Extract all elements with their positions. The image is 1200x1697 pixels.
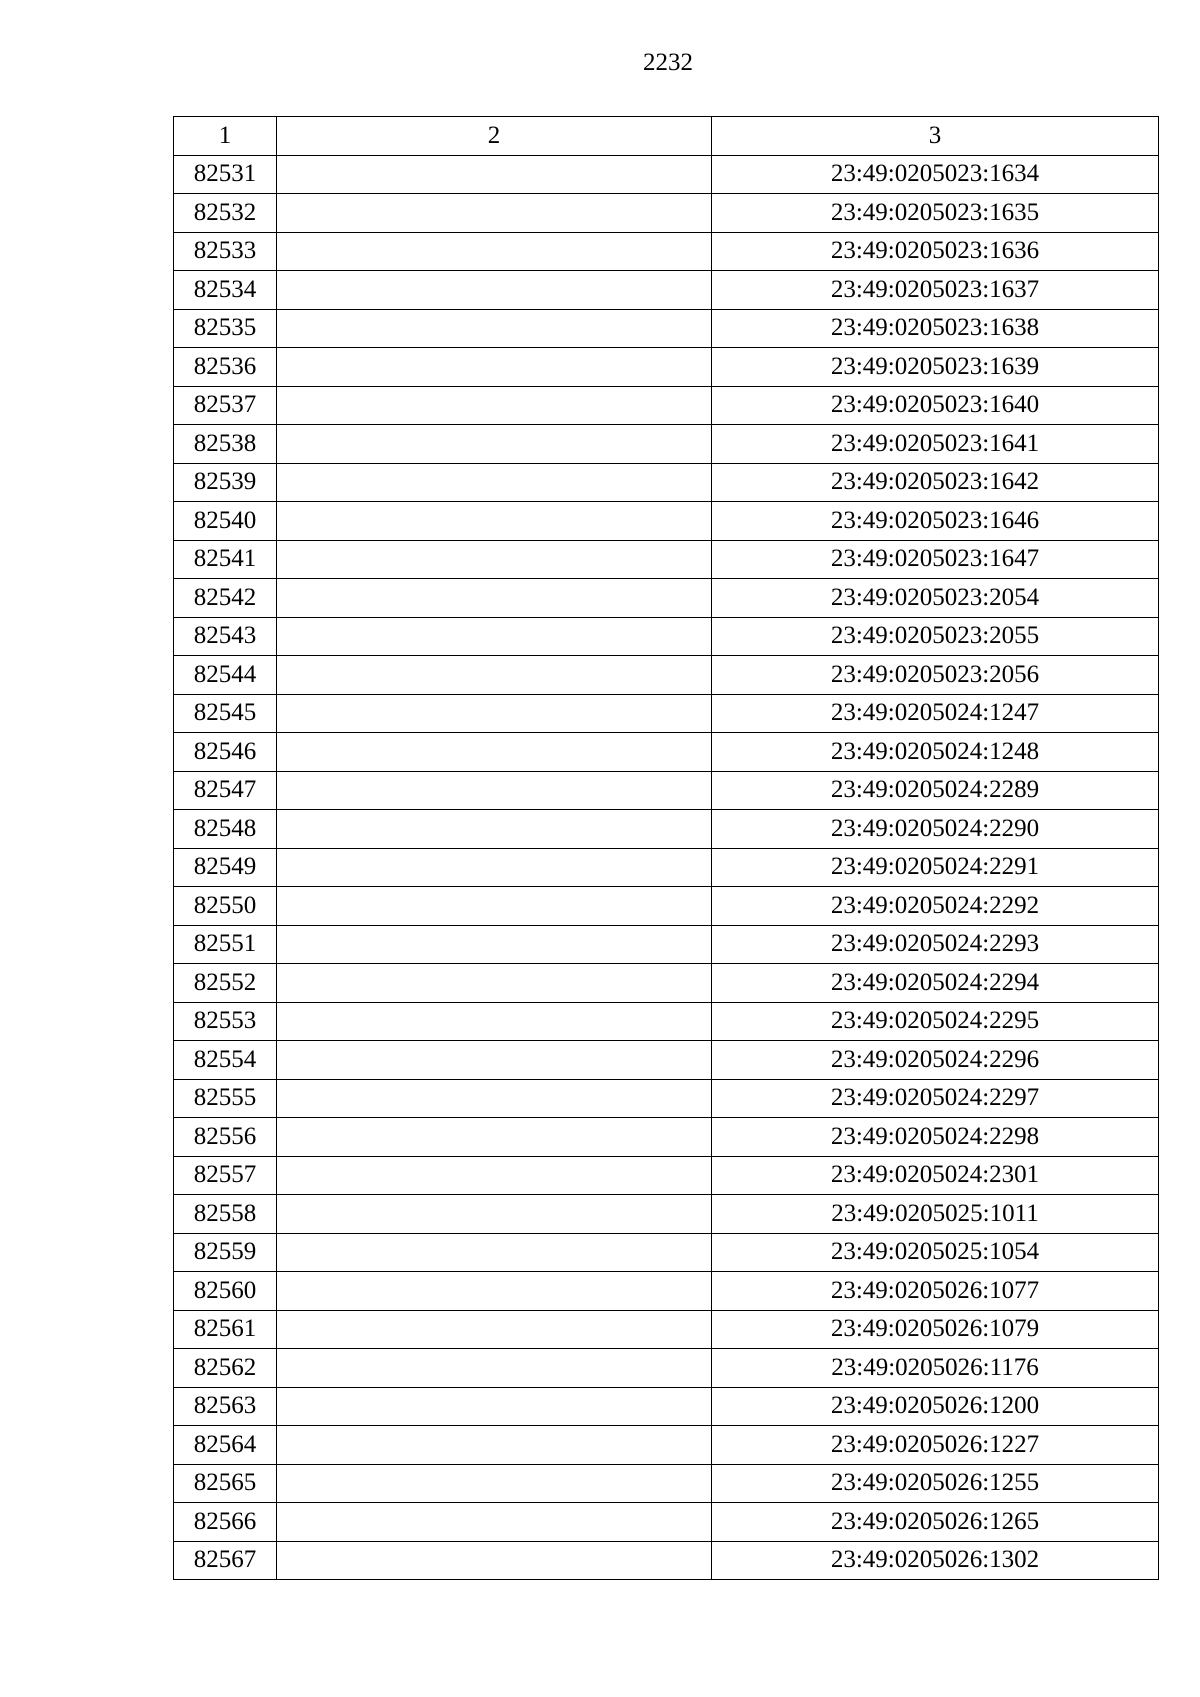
row-number-cell: 82555 [174,1079,277,1118]
row-number-cell: 82554 [174,1041,277,1080]
row-name-cell [277,964,712,1003]
row-name-cell [277,1541,712,1580]
cadastral-number-cell: 23:49:0205026:1255 [712,1464,1159,1503]
cadastral-number-cell: 23:49:0205023:1637 [712,271,1159,310]
table-row [174,1349,1159,1388]
row-name-cell [277,1079,712,1118]
row-number-cell: 82560 [174,1272,277,1311]
page-header [0,0,1200,100]
registry-table [173,116,1159,1580]
column-header-1: 1 [174,117,277,156]
row-name-cell [277,1310,712,1349]
cadastral-number-cell: 23:49:0205023:1638 [712,309,1159,348]
cadastral-number-cell: 23:49:0205024:2297 [712,1079,1159,1118]
row-name-cell [277,425,712,464]
cadastral-number-cell: 23:49:0205023:1641 [712,425,1159,464]
row-number-cell: 82549 [174,848,277,887]
row-number-cell: 82562 [174,1349,277,1388]
row-number-cell: 82565 [174,1464,277,1503]
row-number-cell: 82531 [174,155,277,194]
table-row [174,194,1159,233]
row-number-cell: 82546 [174,733,277,772]
table-row [174,1118,1159,1157]
cadastral-number-cell: 23:49:0205023:1635 [712,194,1159,233]
cadastral-number-cell: 23:49:0205023:1640 [712,386,1159,425]
table-row [174,1156,1159,1195]
table-row [174,463,1159,502]
cadastral-number-cell: 23:49:0205024:2295 [712,1002,1159,1041]
cadastral-number-cell: 23:49:0205024:2293 [712,925,1159,964]
cadastral-number-cell: 23:49:0205024:2294 [712,964,1159,1003]
cadastral-number-cell: 23:49:0205026:1302 [712,1541,1159,1580]
header-row [174,117,1159,156]
table-row [174,1541,1159,1580]
cadastral-number-cell: 23:49:0205024:1248 [712,733,1159,772]
row-name-cell [277,348,712,387]
row-number-cell: 82559 [174,1233,277,1272]
row-number-cell: 82551 [174,925,277,964]
row-name-cell [277,1349,712,1388]
cadastral-number-cell: 23:49:0205024:2292 [712,887,1159,926]
table-row [174,733,1159,772]
row-number-cell: 82557 [174,1156,277,1195]
row-number-cell: 82544 [174,656,277,695]
row-number-cell: 82550 [174,887,277,926]
table-row [174,309,1159,348]
table-row [174,771,1159,810]
row-number-cell: 82564 [174,1426,277,1465]
cadastral-number-cell: 23:49:0205024:2301 [712,1156,1159,1195]
table-row [174,425,1159,464]
table-row [174,271,1159,310]
cadastral-number-cell: 23:49:0205023:2055 [712,617,1159,656]
cadastral-number-cell: 23:49:0205023:1642 [712,463,1159,502]
table-row [174,540,1159,579]
cadastral-number-cell: 23:49:0205023:2054 [712,579,1159,618]
cadastral-number-cell: 23:49:0205025:1054 [712,1233,1159,1272]
row-name-cell [277,733,712,772]
table-row [174,386,1159,425]
table-row [174,848,1159,887]
cadastral-number-cell: 23:49:0205024:2291 [712,848,1159,887]
cadastral-number-cell: 23:49:0205023:2056 [712,656,1159,695]
table-row [174,810,1159,849]
table-row [174,1503,1159,1542]
cadastral-number-cell: 23:49:0205023:1634 [712,155,1159,194]
row-number-cell: 82532 [174,194,277,233]
cadastral-number-cell: 23:49:0205026:1227 [712,1426,1159,1465]
cadastral-number-cell: 23:49:0205023:1636 [712,232,1159,271]
cadastral-number-cell: 23:49:0205024:2289 [712,771,1159,810]
row-name-cell [277,232,712,271]
table-row [174,964,1159,1003]
table-row [174,1002,1159,1041]
row-name-cell [277,1118,712,1157]
row-number-cell: 82561 [174,1310,277,1349]
row-number-cell: 82540 [174,502,277,541]
cadastral-number-cell: 23:49:0205024:2296 [712,1041,1159,1080]
row-number-cell: 82534 [174,271,277,310]
page-number: 2232 [643,49,693,76]
column-header-3: 3 [712,117,1159,156]
row-name-cell [277,1387,712,1426]
row-name-cell [277,1156,712,1195]
row-name-cell [277,771,712,810]
row-name-cell [277,463,712,502]
row-name-cell [277,1426,712,1465]
row-number-cell: 82539 [174,463,277,502]
table-header [174,117,1159,156]
table-row [174,925,1159,964]
row-name-cell [277,579,712,618]
row-number-cell: 82542 [174,579,277,618]
row-name-cell [277,810,712,849]
cadastral-number-cell: 23:49:0205025:1011 [712,1195,1159,1234]
row-name-cell [277,1464,712,1503]
table-row [174,1233,1159,1272]
table-row [174,1041,1159,1080]
row-name-cell [277,309,712,348]
table-row [174,694,1159,733]
table-row [174,1387,1159,1426]
row-name-cell [277,1272,712,1311]
row-name-cell [277,1503,712,1542]
row-number-cell: 82558 [174,1195,277,1234]
row-number-cell: 82566 [174,1503,277,1542]
table-row [174,348,1159,387]
cadastral-number-cell: 23:49:0205023:1646 [712,502,1159,541]
row-name-cell [277,1195,712,1234]
cadastral-number-cell: 23:49:0205026:1265 [712,1503,1159,1542]
table-row [174,502,1159,541]
cadastral-number-cell: 23:49:0205023:1647 [712,540,1159,579]
table-row [174,656,1159,695]
row-name-cell [277,925,712,964]
table-row [174,1079,1159,1118]
table-row [174,887,1159,926]
table-row [174,1310,1159,1349]
row-name-cell [277,194,712,233]
cadastral-number-cell: 23:49:0205024:2290 [712,810,1159,849]
table-body [174,155,1159,1580]
cadastral-number-cell: 23:49:0205026:1077 [712,1272,1159,1311]
row-name-cell [277,848,712,887]
row-number-cell: 82541 [174,540,277,579]
row-number-cell: 82563 [174,1387,277,1426]
table-row [174,1272,1159,1311]
row-number-cell: 82538 [174,425,277,464]
row-name-cell [277,656,712,695]
table-row [174,1464,1159,1503]
row-name-cell [277,386,712,425]
row-name-cell [277,694,712,733]
table-row [174,1195,1159,1234]
row-name-cell [277,502,712,541]
cadastral-number-cell: 23:49:0205024:1247 [712,694,1159,733]
row-number-cell: 82533 [174,232,277,271]
cadastral-number-cell: 23:49:0205024:2298 [712,1118,1159,1157]
cadastral-number-cell: 23:49:0205026:1200 [712,1387,1159,1426]
table-row [174,1426,1159,1465]
row-number-cell: 82552 [174,964,277,1003]
cadastral-number-cell: 23:49:0205026:1079 [712,1310,1159,1349]
table-row [174,232,1159,271]
cadastral-number-cell: 23:49:0205026:1176 [712,1349,1159,1388]
row-number-cell: 82567 [174,1541,277,1580]
table-row [174,155,1159,194]
table-row [174,617,1159,656]
row-number-cell: 82535 [174,309,277,348]
row-number-cell: 82547 [174,771,277,810]
row-number-cell: 82543 [174,617,277,656]
row-name-cell [277,617,712,656]
row-number-cell: 82553 [174,1002,277,1041]
cadastral-number-cell: 23:49:0205023:1639 [712,348,1159,387]
table-row [174,579,1159,618]
row-number-cell: 82556 [174,1118,277,1157]
row-name-cell [277,887,712,926]
row-name-cell [277,155,712,194]
row-number-cell: 82548 [174,810,277,849]
row-name-cell [277,540,712,579]
column-header-2: 2 [277,117,712,156]
row-number-cell: 82545 [174,694,277,733]
row-name-cell [277,1233,712,1272]
row-name-cell [277,1041,712,1080]
row-number-cell: 82536 [174,348,277,387]
row-name-cell [277,1002,712,1041]
row-name-cell [277,271,712,310]
row-number-cell: 82537 [174,386,277,425]
